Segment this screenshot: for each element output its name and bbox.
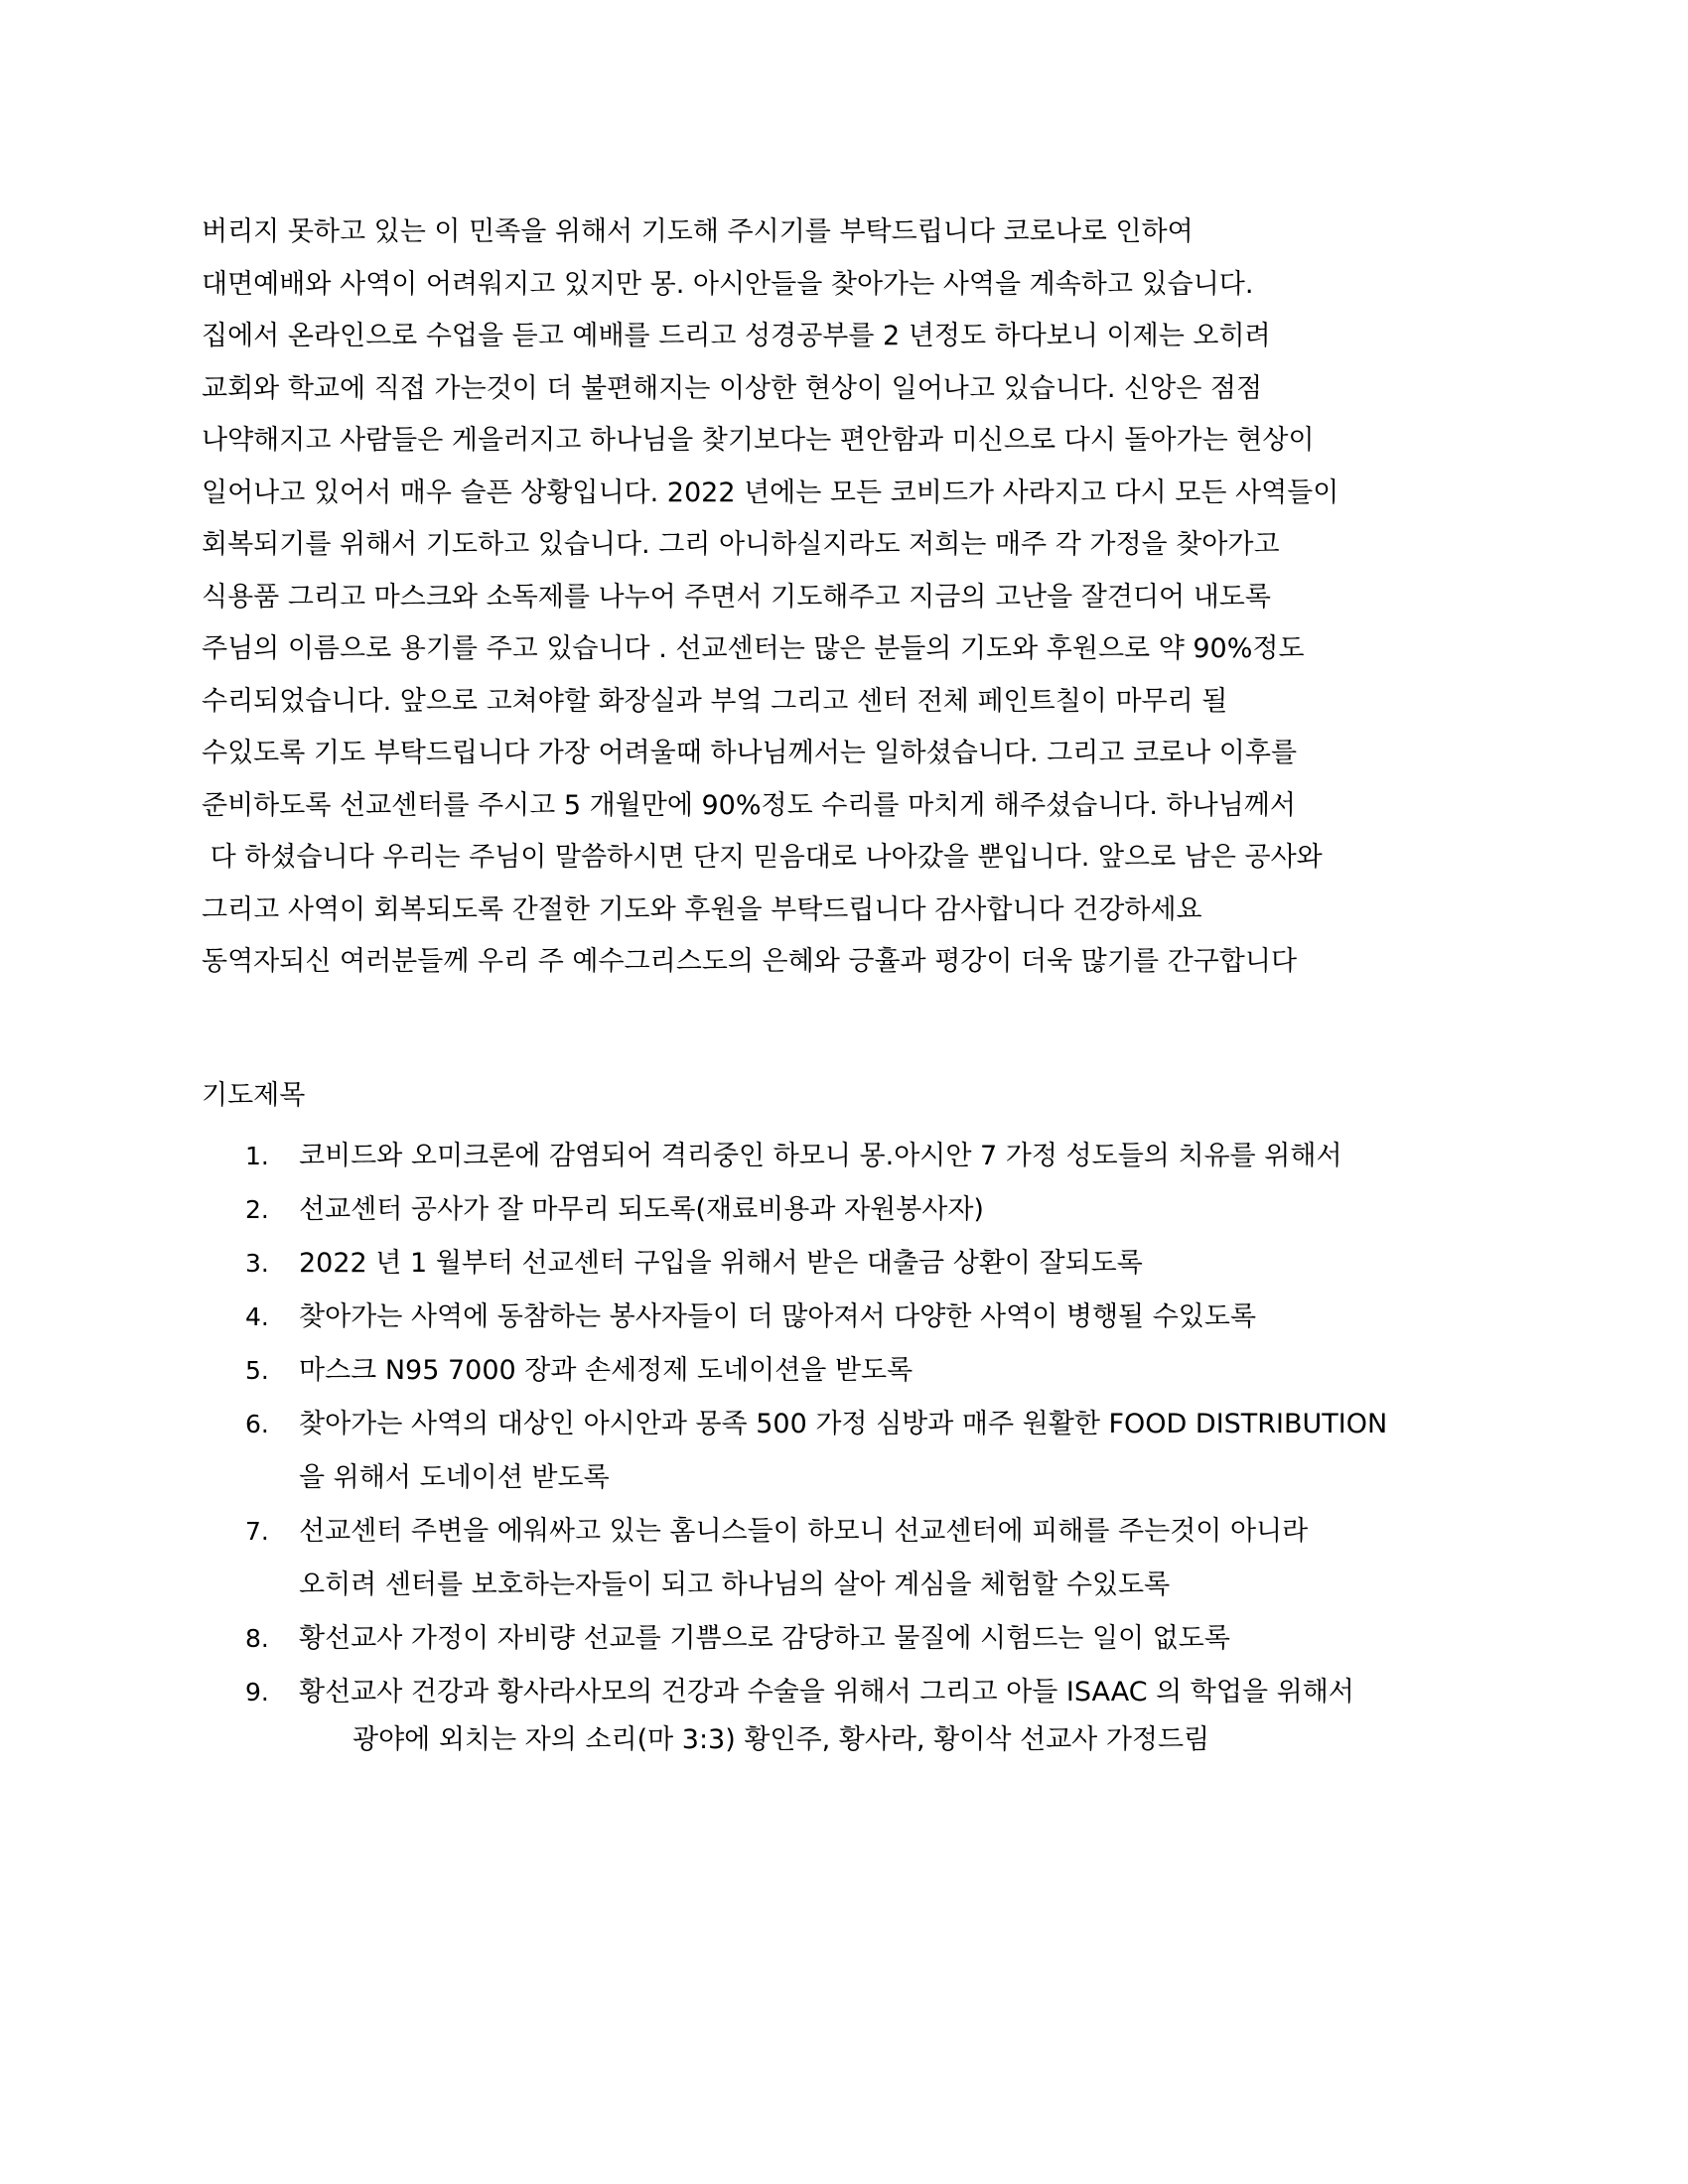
prayer-heading: 기도제목 <box>202 1080 306 1111</box>
body-line: 수있도록 기도 부탁드립니다 가장 어려울때 하나님께서는 일하셨습니다. 그리고 코로나 이후를 <box>202 738 1298 768</box>
signature-line: 광야에 외치는 자의 소리(마 3:3) 황인주, 황사라, 황이삭 선교사 가정드림 <box>352 1724 1210 1755</box>
body-line: 교회와 학교에 직접 가는것이 더 불편해지는 이상한 현상이 일어나고 있습니다. 신앙은 점점 <box>202 372 1263 404</box>
prayer-number: 2. <box>245 1195 269 1224</box>
prayer-item <box>202 1612 1532 1666</box>
prayer-number: 5. <box>245 1356 269 1385</box>
prayer-number: 4. <box>245 1302 269 1331</box>
body-line: 회복되기를 위해서 기도하고 있습니다. 그리 아니하실지라도 저희는 매주 각 가정을 찾아가고 <box>202 529 1280 560</box>
prayer-number: 8. <box>245 1624 269 1653</box>
prayer-text: 마스크 N95 7000 장과 손세정제 도네이션을 받도록 <box>299 1355 914 1386</box>
body-line: 수리되었습니다. 앞으로 고쳐야할 화장실과 부엌 그리고 센터 전체 페인트칠이 마무리 될 <box>202 685 1228 717</box>
prayer-item <box>202 1505 1532 1612</box>
prayer-number: 6. <box>245 1410 269 1438</box>
body-line: 식용품 그리고 마스크와 소독제를 나누어 주면서 기도해주고 지금의 고난을 잘견디어 내도록 <box>202 581 1271 613</box>
prayer-text: 2022 년 1 월부터 선교센터 구입을 위해서 받은 대출금 상환이 잘되도록 <box>299 1248 1143 1279</box>
prayer-text-continued: 을 위해서 도네이션 받도록 <box>299 1462 610 1493</box>
body-line: 그리고 사역이 회복되도록 간절한 기도와 후원을 부탁드립니다 감사합니다 건강하세요 <box>202 893 1202 925</box>
body-line: 집에서 온라인으로 수업을 듣고 예배를 드리고 성경공부를 2 년정도 하다보니 이제는 오히려 <box>202 321 1271 351</box>
body-line: 대면예배와 사역이 어려워지고 있지만 몽. 아시안들을 찾아가는 사역을 계속하고 있습니다. <box>202 268 1254 300</box>
prayer-item <box>202 1237 1532 1291</box>
prayer-text: 찾아가는 사역에 동참하는 봉사자들이 더 많아져서 다양한 사역이 병행될 수있도록 <box>299 1301 1257 1332</box>
body-line: 나약해지고 사람들은 게을러지고 하나님을 찾기보다는 편안함과 미신으로 다시 돌아가는 현상이 <box>202 425 1315 456</box>
body-line: 주님의 이름으로 용기를 주고 있습니다 . 선교센터는 많은 분들의 기도와 후원으로 약 90%정도 <box>202 633 1305 664</box>
prayer-number: 1. <box>245 1142 269 1170</box>
prayer-item <box>202 1666 1532 1719</box>
body-line: 일어나고 있어서 매우 슬픈 상황입니다. 2022 년에는 모든 코비드가 사라지고 다시 모든 사역들이 <box>202 477 1339 508</box>
prayer-text: 황선교사 가정이 자비량 선교를 기쁨으로 감당하고 물질에 시험드는 일이 없도록 <box>299 1623 1230 1654</box>
body-line: 버리지 못하고 있는 이 민족을 위해서 기도해 주시기를 부탁드립니다 코로나로 인하여 <box>202 216 1194 247</box>
prayer-number: 7. <box>245 1517 269 1546</box>
prayer-text: 선교센터 공사가 잘 마무리 되도록(재료비용과 자원봉사자) <box>299 1194 984 1225</box>
prayer-text: 찾아가는 사역의 대상인 아시안과 몽족 500 가정 심방과 매주 원활한 FOOD DISTRIBUTION <box>299 1409 1388 1439</box>
body-line: 준비하도록 선교센터를 주시고 5 개월만에 90%정도 수리를 마치게 해주셨습니다. 하나님께서 <box>202 789 1296 821</box>
letter-body <box>202 206 1532 989</box>
prayer-item <box>202 1183 1532 1237</box>
prayer-text: 선교센터 주변을 에워싸고 있는 홈니스들이 하모니 선교센터에 피해를 주는것이 아니라 <box>299 1516 1309 1547</box>
prayer-text: 황선교사 건강과 황사라사모의 건강과 수술을 위해서 그리고 아들 ISAAC 의 학업을 위해서 <box>299 1677 1354 1707</box>
prayer-list <box>202 1130 1532 1719</box>
prayer-number: 9. <box>245 1678 269 1706</box>
prayer-text-continued: 오히려 센터를 보호하는자들이 되고 하나님의 살아 계심을 체험할 수있도록 <box>299 1570 1171 1600</box>
prayer-item <box>202 1291 1532 1344</box>
prayer-item <box>202 1130 1532 1183</box>
prayer-item <box>202 1344 1532 1398</box>
prayer-text: 코비드와 오미크론에 감염되어 격리중인 하모니 몽.아시안 7 가정 성도들의 치유를 위해서 <box>299 1141 1342 1171</box>
body-line: 동역자되신 여러분들께 우리 주 예수그리스도의 은혜와 긍휼과 평강이 더욱 많기를 간구합니다 <box>202 946 1298 977</box>
body-line: 다 하셨습니다 우리는 주님이 말씀하시면 단지 믿음대로 나아갔을 뿐입니다. 앞으로 남은 공사와 <box>202 842 1323 873</box>
prayer-number: 3. <box>245 1249 269 1278</box>
prayer-item <box>202 1398 1532 1505</box>
